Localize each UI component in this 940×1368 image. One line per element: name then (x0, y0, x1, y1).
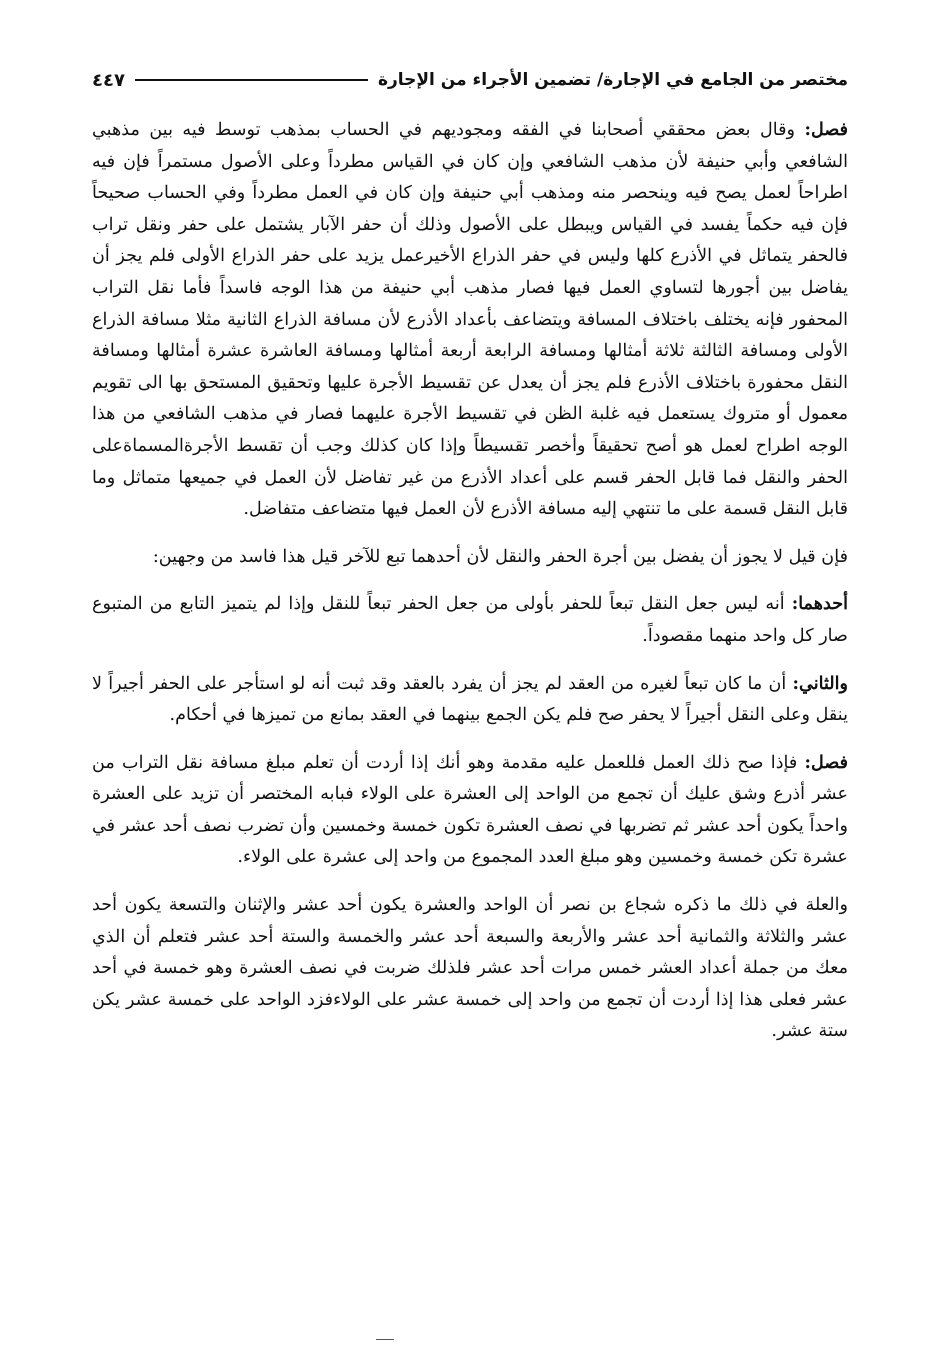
paragraph-text: أنه ليس جعل النقل تبعاً للحفر بأولى من جعل الحفر تبعاً للنقل وإذا لم يتميز التابع من المتبوع صار كل واحد منهما مقصوداً. (92, 594, 848, 646)
paragraph-text: فإذا صح ذلك العمل فللعمل عليه مقدمة وهو أنك إذا أردت أن تعلم مبلغ مسافة نقل التراب من عشر أذرع وشق عليك أن تجمع من الواحد إلى العشرة على الولاء فبابه المختصر أن تزيد على العشرة واحداً يكون أحد عشر ثم تضربها في نصف العشرة تكون خمسة وخمسين وأن تضرب نصف أحد عشر في عشرة تكن خمسة وخمسين وهو مبلغ العدد المجموع من واحد إلى عشرة على الولاء. (92, 752, 848, 868)
page-body (92, 114, 848, 1048)
paragraph (92, 541, 848, 574)
paragraph (92, 114, 848, 526)
paragraph-lead: والثاني: (792, 672, 849, 694)
paragraph-text: فإن قيل لا يجوز أن يفضل بين أجرة الحفر والنقل لأن أحدهما تبع للآخر قيل هذا فاسد من وجهين: (152, 546, 848, 567)
paragraph (92, 668, 848, 732)
paragraph-lead: فصل: (804, 751, 849, 773)
paragraph-text: وقال بعض محققي أصحابنا في الفقه ومجوديهم في الحساب بمذهب توسط فيه بين مذهبي الشافعي وأبي حنيفة لأن مذهب الشافعي وإن كان في القياس مطرداً وعلى الأصول مستمراً فإن فيه اطراحاً لعمل يصح فيه وينحصر منه ومذهب أبي حنيفة وإن كان في العمل مطرداً وفي الحساب صحيحاً فإن فيه حكماً يفسد في القياس ويبطل على الأصول وذلك أن حفر الآبار يشتمل على حفر ونقل تراب فالحفر يتماثل في الأذرع كلها وليس في حفر الذراع الأخيرعمل يزيد على حفر الذراع الأولى فلم يجز أن يفاضل بين أجورها لتساوي العمل فيها فصار مذهب أبي حنيفة من هذا الوجه فاسداً فأما نقل التراب المحفور فإنه يختلف باختلاف المسافة ويتضاعف بأعداد الأذرع لأن مسافة الذراع الثانية مثلا مسافة الذراع الأولى ومسافة الثالثة ثلاثة أمثالها ومسافة الرابعة أربعة أمثالها ومسافة العاشرة عشرة أمثالها ومسافة النقل محفورة باختلاف الأذرع فلم يجز أن يعدل عن تقسيط الأجرة عليها وتحقيق المستحق بها الى تقويم معمول أو متروك يستعمل فيه غلبة الظن في تقسيط الأجرة عليهما فصار في مذهب الشافعي من هذا الوجه اطراح لعمل هو أصح تحقيقاً وأخصر تقسيطاً وإذا كان كذلك وجب أن تقسط الأجرةالمسماةعلى الحفر والنقل فما قابل الحفر قسم على أعداد الأذرع من غير تفاضل لأن العمل في جميعها متماثل وما قابل النقل قسمة على ما تنتهي إليه مسافة الأذرع لأن العمل فيها متضاعف متفاضل. (92, 120, 848, 520)
paragraph-lead: فصل: (804, 119, 849, 140)
running-header (92, 62, 848, 98)
header-title: مختصر من الجامع في الإجارة/ تضمين الأجراء من الإجارة (377, 70, 848, 90)
footer-mark (376, 1339, 394, 1340)
paragraph (92, 889, 848, 1048)
paragraph (92, 747, 848, 874)
paragraph-text: والعلة في ذلك ما ذكره شجاع بن نصر أن الواحد والعشرة يكون أحد عشر والإثنان والتسعة يكون أحد عشر والثلاثة والثمانية أحد عشر والأربعة والسبعة أحد عشر والخمسة والستة أحد عشر فتعلم أن الذي معك من جملة أعداد العشر خمس مرات أحد عشر فلذلك ضربت في نصف العشرة وهو خمسة في أحد عشر فعلى هذا إذا أردت أن تجمع من واحد إلى خمسة عشر على الولاءفزد الواحد على خمسة عشر يكن ستة عشر. (92, 895, 848, 1042)
paragraph-text: أن ما كان تبعاً لغيره من العقد لم يجز أن يفرد بالعقد وقد ثبت أنه لو استأجر على الحفر أجيراً لا ينقل وعلى النقل أجيراً لا يحفر صح فلم يكن الجمع بينهما في العقد بمانع من تميزها في أحكام. (92, 673, 848, 726)
paragraph (92, 588, 848, 652)
paragraph-lead: أحدهما: (791, 593, 849, 615)
page-number: ٤٤٧ (92, 69, 125, 91)
page (92, 62, 848, 1063)
header-rule (135, 79, 368, 81)
